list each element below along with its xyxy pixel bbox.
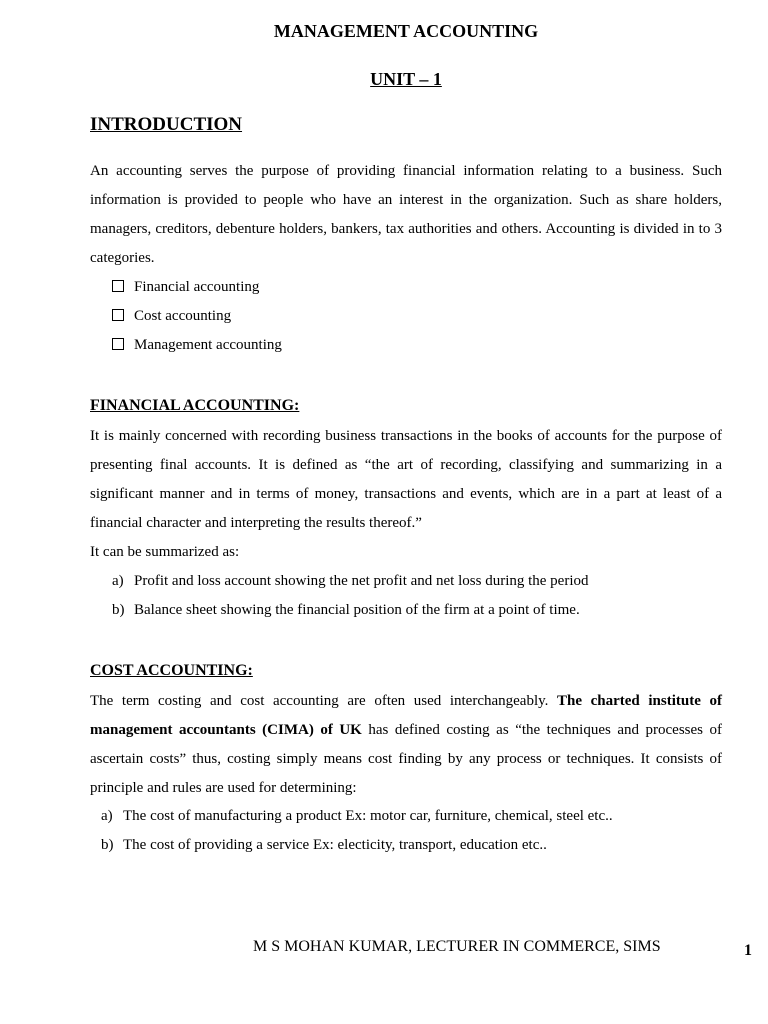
financial-accounting-heading: FINANCIAL ACCOUNTING: xyxy=(90,397,300,414)
checkbox-bullet-icon xyxy=(112,338,124,350)
paragraph-text: The term costing and cost accounting are often used interchangeably. xyxy=(90,693,558,709)
introduction-paragraph: An accounting serves the purpose of providing financial information relating to a business. Such information is provided to people who have an interest in the organization. Such as share holders, managers, creditors, debenture holders, bankers, tax authorities and others. Accounting is divided in to 3 categories. xyxy=(90,163,722,266)
paragraph-bold-text: The charted institute of management accountants (CIMA) of UK xyxy=(90,693,722,738)
document-title: MANAGEMENT ACCOUNTING xyxy=(273,21,539,41)
list-marker: b) xyxy=(112,602,125,618)
list-item xyxy=(101,831,613,860)
list-item xyxy=(112,302,282,331)
list-item xyxy=(112,567,589,596)
list-item-text: Profit and loss account showing the net profit and net loss during the period xyxy=(134,573,589,589)
list-item xyxy=(112,596,589,625)
checkbox-bullet-icon xyxy=(112,280,124,292)
paragraph-text: has defined costing as “the techniques and processes of ascertain costs” thus, costing simply means cost finding by any process or techniques. It consists of principle and rules are used for determining: xyxy=(90,722,722,796)
list-marker: a) xyxy=(112,573,124,589)
summary-intro: It can be summarized as: xyxy=(90,544,240,560)
list-item-text: The cost of providing a service Ex: electicity, transport, education etc.. xyxy=(123,837,547,853)
list-item-text: The cost of manufacturing a product Ex: motor car, furniture, chemical, steel etc.. xyxy=(123,808,613,824)
accounting-categories-list xyxy=(112,273,282,360)
checkbox-bullet-icon xyxy=(112,309,124,321)
financial-accounting-list xyxy=(112,567,589,625)
financial-accounting-paragraph: It is mainly concerned with recording business transactions in the books of accounts for the purpose of presenting final accounts. It is defined as “the art of recording, classifying and summarizing in a significant manner and in terms of money, transactions and events, which are in a part at least of a financial character and interpreting the results thereof.” xyxy=(90,428,722,531)
list-item xyxy=(112,273,282,302)
category-label: Management accounting xyxy=(134,337,282,353)
list-item xyxy=(101,802,613,831)
cost-accounting-list xyxy=(101,802,613,860)
list-marker: a) xyxy=(101,808,113,824)
category-label: Financial accounting xyxy=(134,279,260,295)
list-marker: b) xyxy=(101,837,114,853)
unit-title: UNIT – 1 xyxy=(370,69,442,89)
footer-author: M S MOHAN KUMAR, LECTURER IN COMMERCE, SIMS xyxy=(253,938,661,955)
page-number: 1 xyxy=(744,942,752,959)
list-item-text: Balance sheet showing the financial position of the firm at a point of time. xyxy=(134,602,580,618)
cost-accounting-heading: COST ACCOUNTING: xyxy=(90,662,253,679)
list-item xyxy=(112,331,282,360)
category-label: Cost accounting xyxy=(134,308,232,324)
introduction-heading: INTRODUCTION xyxy=(90,114,243,135)
cost-accounting-paragraph xyxy=(90,687,722,803)
